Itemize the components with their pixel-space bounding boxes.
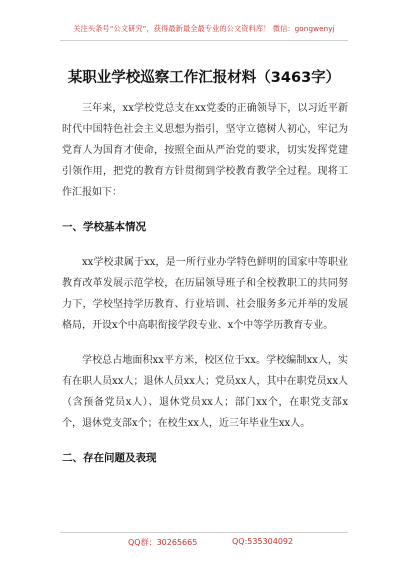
footer-divider — [60, 532, 348, 533]
document-body — [62, 98, 348, 483]
header-divider — [60, 40, 348, 41]
basic-info-paragraph-2: 学校总占地面积xx平方米，校区位于xx。学校编制xx人，实有在职人员xx人；退休人员xx人；党员xx人，其中在职党员xx人（含预备党员x人）、退休党员xx人；部门xx个，在职党支部x个，退休党支部x个；在校生xx人，近三年毕业生xx人。 — [62, 355, 348, 429]
section-heading-problems: 二、存在问题及表现 — [62, 452, 157, 464]
basic-info-paragraph-1: xx学校隶属于xx，是一所行业办学特色鲜明的国家中等职业教育改革发展示范学校，在历届领导班子和全校教职工的共同努力下，学校坚持学历教育、行业培训、社会服务多元并举的发展格局，开设x个中高职衔接学段专业、x个中等学历教育专业。 — [62, 257, 348, 331]
document-title: 某职业学校巡察工作汇报材料（3463字） — [67, 70, 341, 86]
header-banner: 关注头条号“公文研究”，获得最新最全最专业的公文资料库！ 微信：gongwenyj — [73, 24, 335, 33]
section-heading-basic-info: 一、学校基本情况 — [62, 221, 146, 233]
footer-qq-group: QQ群：30265665 — [128, 538, 198, 547]
footer-qq-contact: QQ:535304092 — [232, 537, 294, 546]
intro-paragraph: 三年来，xx学校党总支在xx党委的正确领导下，以习近平新时代中国特色社会主义思想为指引，坚守立德树人初心，牢记为党育人为国育才使命，按照全面从严治党的要求，切实发挥党建引领作用，把党的教育方针贯彻到学校教育教学全过程。现将工作汇报如下： — [62, 103, 348, 198]
